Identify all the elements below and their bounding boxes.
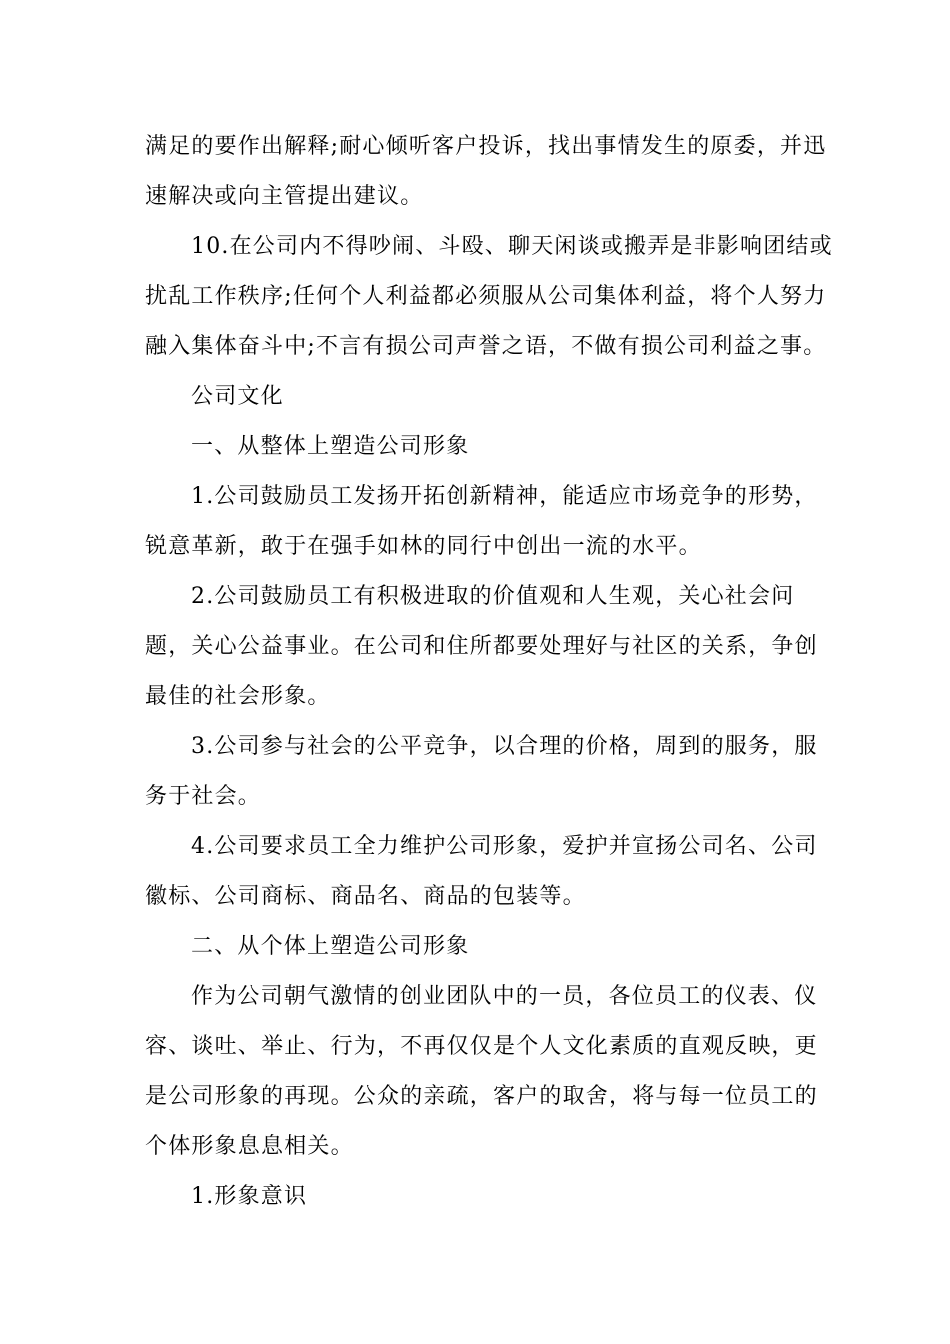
section-heading-company-culture: [145, 372, 810, 422]
text-line: 扰乱工作秩序;任何个人利益都必须服从公司集体利益，将个人努力: [145, 284, 827, 309]
text-line: 个体形象息息相关。: [145, 1134, 354, 1159]
text-line: 徽标、公司商标、商品名、商品的包装等。: [145, 884, 586, 909]
paragraph-item-3-competition: [145, 722, 818, 822]
subheading-overall-image: [145, 422, 810, 472]
heading-line: 1.形象意识: [191, 1184, 308, 1209]
text-line: 作为公司朝气激情的创业团队中的一员，各位员工的仪表、仪: [191, 984, 818, 1009]
text-line: 1.公司鼓励员工发扬开拓创新精神，能适应市场竞争的形势，: [191, 484, 818, 509]
text-line: 3.公司参与社会的公平竞争，以合理的价格，周到的服务，服: [191, 734, 818, 759]
paragraph-team-member: [145, 972, 818, 1172]
paragraph-item-1-innovation: [145, 472, 818, 572]
text-line: 务于社会。: [145, 784, 262, 809]
document-body: [145, 122, 833, 1222]
heading-line: 二、从个体上塑造公司形象: [191, 934, 470, 959]
text-line: 满足的要作出解释;耐心倾听客户投诉，找出事情发生的原委，并迅: [145, 134, 827, 159]
text-line: 融入集体奋斗中;不言有损公司声誉之语，不做有损公司利益之事。: [145, 334, 827, 359]
text-line: 速解决或向主管提出建议。: [145, 184, 424, 209]
heading-line: 公司文化: [191, 384, 284, 409]
heading-line: 一、从整体上塑造公司形象: [191, 434, 470, 459]
paragraph-complaint-handling: [145, 122, 827, 222]
text-line: 题，关心公益事业。在公司和住所都要处理好与社区的关系，争创: [145, 634, 818, 659]
text-line: 4.公司要求员工全力维护公司形象，爱护并宣扬公司名、公司: [191, 834, 818, 859]
subheading-individual-image: [145, 922, 810, 972]
text-line: 锐意革新，敢于在强手如林的同行中创出一流的水平。: [145, 534, 702, 559]
paragraph-item-4-brand: [145, 822, 818, 922]
text-line: 最佳的社会形象。: [145, 684, 331, 709]
paragraph-rule-10: [145, 222, 833, 372]
text-line: 2.公司鼓励员工有积极进取的价值观和人生观，关心社会问: [191, 584, 795, 609]
text-line: 容、谈吐、举止、行为，不再仅仅是个人文化素质的直观反映，更: [145, 1034, 818, 1059]
text-line: 是公司形象的再现。公众的亲疏，客户的取舍，将与每一位员工的: [145, 1084, 818, 1109]
text-line: 10.在公司内不得吵闹、斗殴、聊天闲谈或搬弄是非影响团结或: [191, 234, 833, 259]
paragraph-item-2-values: [145, 572, 818, 722]
subheading-image-awareness: [145, 1172, 810, 1222]
